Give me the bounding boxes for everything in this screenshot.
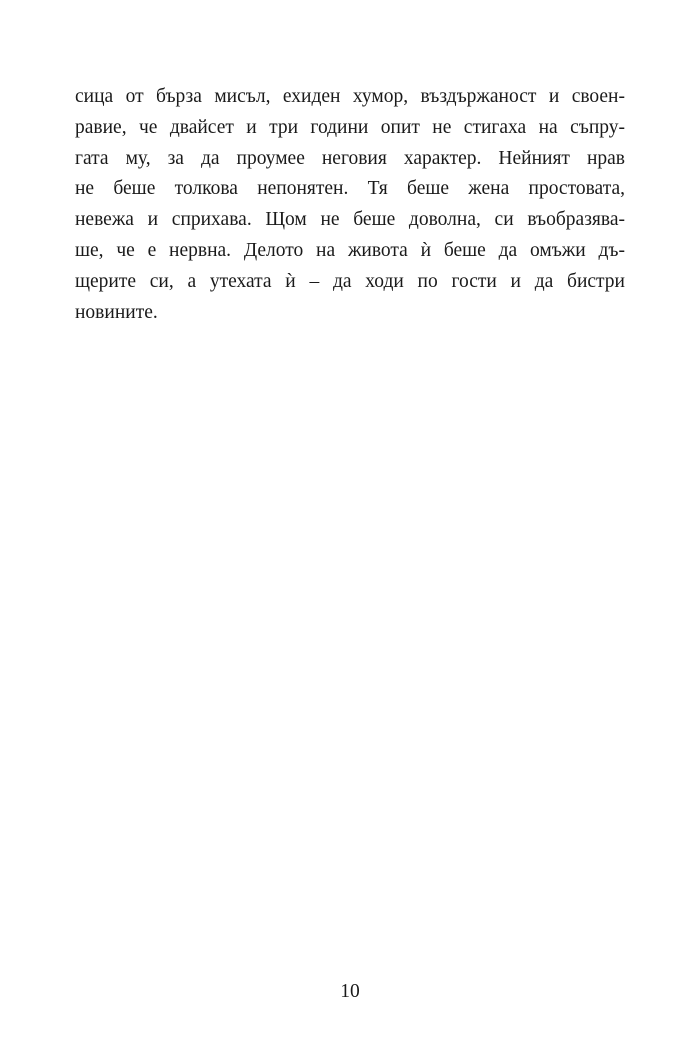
text-line: равие, че двайсет и три години опит не стигаха на съпру- xyxy=(75,116,625,138)
text-line: невежа и сприхава. Щом не беше доволна, си въобразява- xyxy=(75,209,625,231)
text-line: сица от бърза мисъл, ехиден хумор, въздържаност и своен- xyxy=(75,86,625,107)
body-text xyxy=(75,82,625,328)
text-line: не беше толкова непонятен. Тя беше жена простовата, xyxy=(75,178,625,200)
text-line: новините. xyxy=(75,301,158,323)
text-line: ше, че е нервна. Делото на живота ѝ беше да омъжи дъ- xyxy=(75,239,625,261)
page-number: 10 xyxy=(340,981,360,1002)
text-line: гата му, за да проумее неговия характер. Нейният нрав xyxy=(75,147,625,169)
text-line: щерите си, а утехата ѝ – да ходи по гости и да бистри xyxy=(75,270,625,292)
